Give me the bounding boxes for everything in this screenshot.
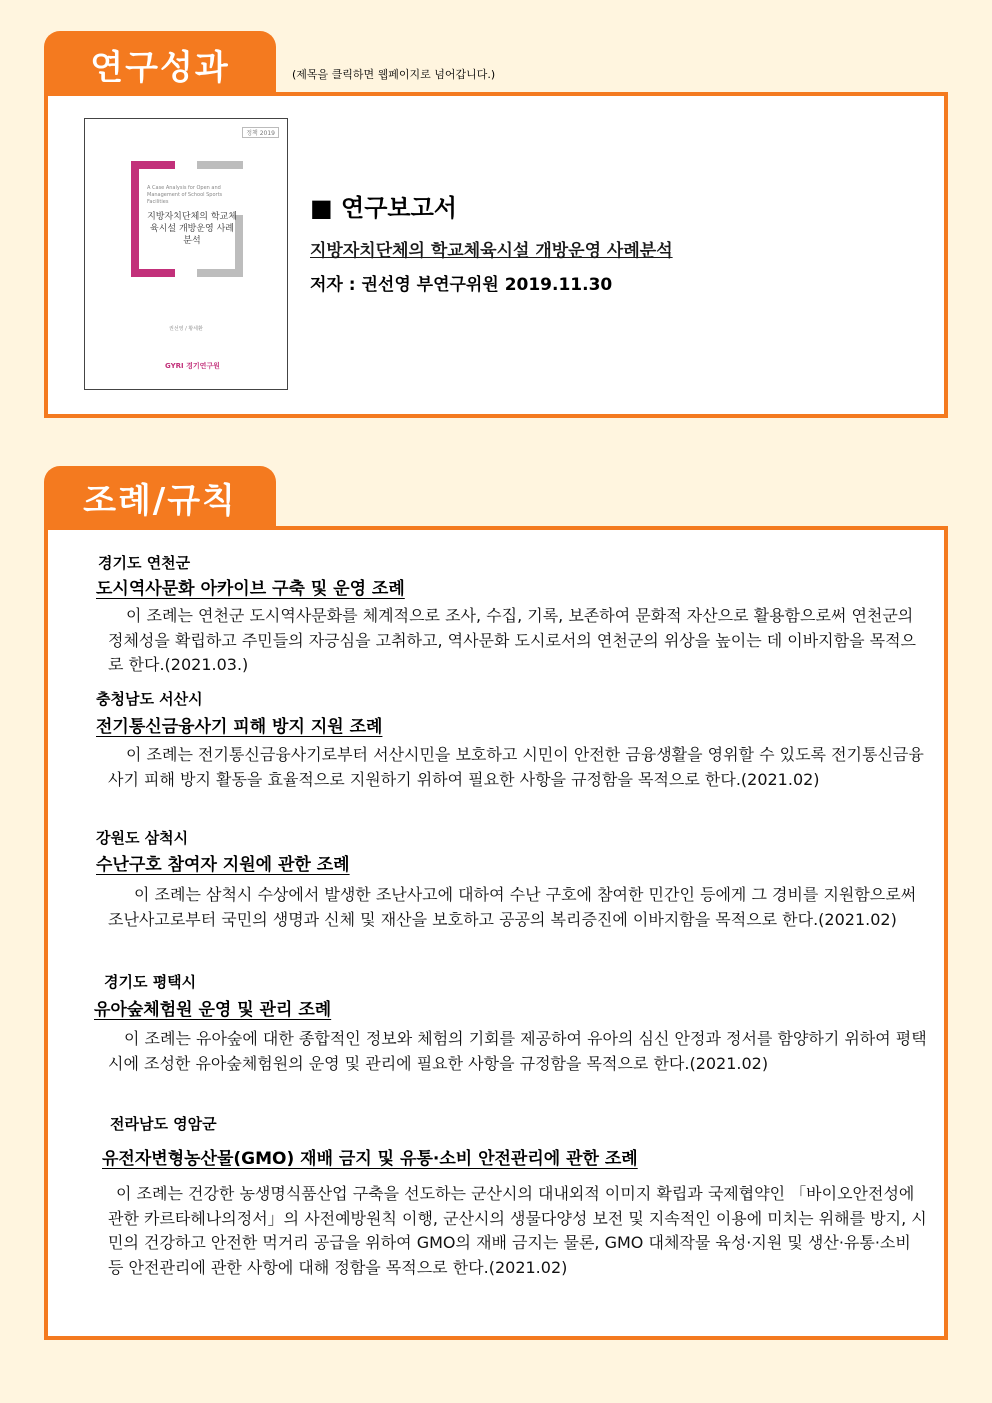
- report-author-date: 저자 : 권선영 부연구위원 2019.11.30: [310, 275, 613, 295]
- ordinance-description: 이 조례는 건강한 농생명식품산업 구축을 선도하는 군산시의 대내외적 이미지 확립과 국제협약인 「바이오안전성에 관한 카르타헤나의정서」의 사전예방원칙 이행, 군산시의 생물다양성 보전 및 지속적인 이용에 미치는 위해를 방지, 시민의 건강하고 안전한 먹거리 공급을 위하여 GMO의 재배 금지는 물론, GMO 대체작물 육성·지원 및 생산·유통·소비 등 안전관리에 관한 사항에 대해 정함을 목적으로 한다.(2021.02): [108, 1184, 927, 1277]
- ordinance-title-link[interactable]: 수난구호 참여자 지원에 관한 조례: [96, 855, 350, 875]
- ordinances-tab: 조례/규칙: [44, 466, 276, 528]
- ordinance-title-link[interactable]: 도시역사문화 아카이브 구축 및 운영 조례: [96, 579, 405, 599]
- cover-decor: [197, 269, 243, 277]
- ordinance-region: 경기도 연천군: [98, 554, 191, 572]
- cover-decor: [197, 161, 243, 169]
- cover-authors: 권선영 / 황세환: [169, 326, 203, 332]
- report-type-heading: ■ 연구보고서: [310, 194, 457, 222]
- ordinance-title-link[interactable]: 전기통신금융사기 피해 방지 지원 조례: [96, 717, 383, 737]
- cover-decor: [131, 269, 175, 277]
- ordinance-region: 강원도 삼척시: [96, 829, 189, 847]
- research-panel: [44, 92, 948, 418]
- cover-title-en: A Case Analysis for Open and Management of School Sports Facilities: [147, 185, 223, 205]
- ordinance-title-link[interactable]: 유아숲체험원 운영 및 관리 조례: [94, 1000, 332, 1020]
- cover-badge: 정책 2019: [242, 127, 279, 138]
- ordinance-title-link[interactable]: 유전자변형농산물(GMO) 재배 금지 및 유통·소비 안전관리에 관한 조례: [102, 1149, 638, 1169]
- ordinances-panel: [44, 526, 948, 1340]
- ordinance-region: 경기도 평택시: [104, 973, 197, 991]
- ordinance-description: 이 조례는 삼척시 수상에서 발생한 조난사고에 대하여 수난 구호에 참여한 민간인 등에게 그 경비를 지원함으로써 조난사고로부터 국민의 생명과 신체 및 재산을 보호하고 공공의 복리증진에 이바지함을 목적으로 한다.(2021.02): [108, 885, 917, 929]
- cover-decor: [131, 161, 175, 169]
- ordinance-description: 이 조례는 유아숲에 대한 종합적인 정보와 체험의 기회를 제공하여 유아의 심신 안정과 정서를 함양하기 위하여 평택시에 조성한 유아숲체험원의 운영 및 관리에 필요한 사항을 규정함을 목적으로 한다.(2021.02): [108, 1029, 927, 1073]
- ordinance-description: 이 조례는 연천군 도시역사문화를 체계적으로 조사, 수집, 기록, 보존하여 문화적 자산으로 활용함으로써 연천군의 정체성을 확립하고 주민들의 자긍심을 고취하고, 역사문화 도시로서의 연천군의 위상을 높이는 데 이바지함을 목적으로 한다.(2021.03.): [108, 606, 917, 674]
- ordinance-region: 충청남도 서산시: [96, 690, 203, 708]
- cover-title-ko: 지방자치단체의 학교체육시설 개방운영 사례분석: [147, 212, 237, 246]
- cover-publisher-logo: GYRI 경기연구원: [165, 362, 220, 370]
- report-cover-image[interactable]: [84, 118, 288, 390]
- cover-decor: [131, 161, 139, 277]
- click-note: (제목을 클릭하면 웹페이지로 넘어갑니다.): [292, 68, 496, 81]
- report-title-link[interactable]: 지방자치단체의 학교체육시설 개방운영 사례분석: [310, 241, 673, 261]
- ordinance-description: 이 조례는 전기통신금융사기로부터 서산시민을 보호하고 시민이 안전한 금융생활을 영위할 수 있도록 전기통신금융사기 피해 방지 활동을 효율적으로 지원하기 위하여 필요한 사항을 규정함을 목적으로 한다.(2021.02): [108, 745, 924, 789]
- ordinance-region: 전라남도 영암군: [110, 1115, 217, 1133]
- research-tab: 연구성과: [44, 31, 276, 97]
